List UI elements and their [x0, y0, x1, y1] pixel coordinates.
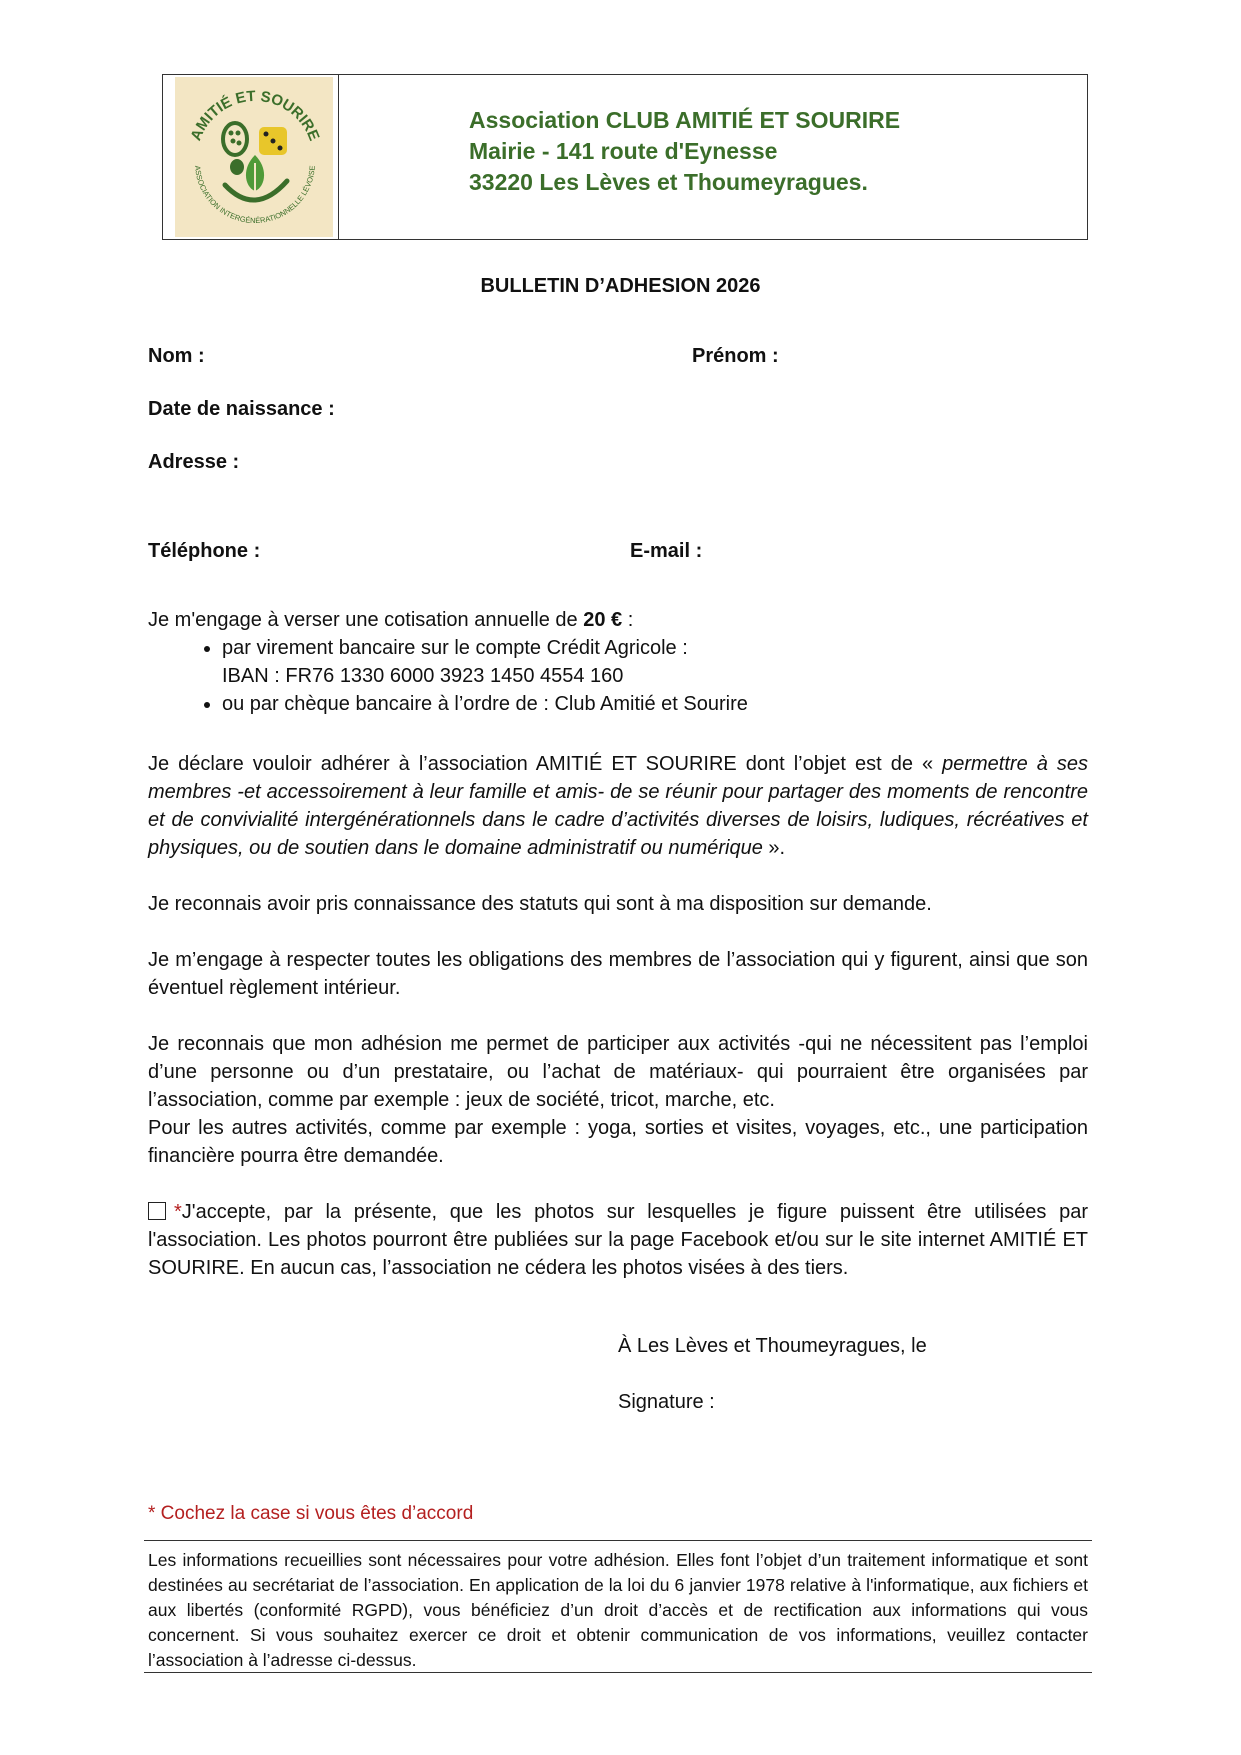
nom-label: Nom :	[148, 345, 205, 367]
email-label: E-mail :	[630, 540, 703, 562]
activites-paragraph	[148, 1030, 1088, 1170]
logo-title-text: AMITIÉ ET SOURIRE	[187, 87, 323, 144]
org-address-line-2: 33220 Les Lèves et Thoumeyragues.	[469, 169, 868, 195]
legal-top-rule	[144, 1540, 1092, 1541]
adresse-label: Adresse :	[148, 451, 240, 473]
payment-option-virement	[222, 634, 1022, 690]
obligations-paragraph: Je m’engage à respecter toutes les obligations des membres de l’association qui y figurent, ainsi que son éventuel règlement intérieur.	[148, 949, 1088, 999]
payment-options	[148, 634, 1022, 718]
org-name: Association CLUB AMITIÉ ET SOURIRE	[469, 107, 901, 133]
legal-notice: Les informations recueillies sont nécessaires pour votre adhésion. Elles font l’objet d’un traitement informatique et sont destinées au secrétariat de l’association. En application de la loi du 6 janvier 1978 relative à l'informatique, aux fichiers et aux libertés (conformité RGPD), vous bénéficiez d’un droit d’accès et de rectification aux informations qui vous concernent. Si vous souhaitez exercer ce droit et obtenir communication de vos informations, veuillez contacter l’association à l’adresse ci-dessus.	[148, 1550, 1088, 1670]
payment-option-cheque	[222, 690, 1022, 718]
organization-info	[469, 105, 900, 198]
association-logo	[175, 77, 333, 237]
photo-consent	[148, 1198, 1088, 1282]
org-address-line-1: Mairie - 141 route d'Eynesse	[469, 138, 778, 164]
cotisation-text: Je m'engage à verser une cotisation annuelle de	[148, 609, 584, 631]
footprint-icon	[223, 123, 247, 175]
prenom-label: Prénom :	[692, 345, 779, 367]
declaration-paragraph	[148, 750, 1088, 862]
telephone-label: Téléphone :	[148, 540, 261, 562]
dice-icon	[259, 127, 287, 155]
leaf-icon	[246, 155, 264, 199]
declaration-objet: permettre à ses membres -et accessoirement à leur famille et amis- de se réunir pour partager des moments de rencontre et de convivialité intergénérationnels dans le cadre d’activités diverses de loisirs, ludiques, récréatives et physiques, ou de soutien dans le domaine administratif ou numérique	[148, 753, 1088, 859]
legal-bottom-rule	[144, 1672, 1092, 1673]
cotisation-amount: 20 €	[583, 609, 623, 631]
date-naissance-label: Date de naissance :	[148, 398, 335, 420]
logo-graphic	[175, 77, 333, 237]
activites-text-2: Pour les autres activités, comme par exemple : yoga, sorties et visites, voyages, etc., une participation financière pourra être demandée.	[148, 1117, 1088, 1167]
signature-label: Signature :	[618, 1391, 715, 1413]
header-box	[162, 74, 1088, 240]
virement-text: par virement bancaire sur le compte Crédit Agricole :	[222, 637, 688, 659]
lieu-date: À Les Lèves et Thoumeyragues, le	[618, 1335, 927, 1357]
consent-asterisk: *	[174, 1201, 182, 1223]
cotisation-intro	[148, 606, 1088, 634]
footnote: * Cochez la case si vous êtes d’accord	[148, 1503, 474, 1524]
statuts-paragraph: Je reconnais avoir pris connaissance des statuts qui sont à ma disposition sur demande.	[148, 893, 932, 915]
declaration-outro: ».	[762, 837, 786, 859]
logo-cell	[163, 75, 339, 239]
photo-consent-text: J'accepte, par la présente, que les photos sur lesquelles je figure puissent être utilisées par l'association. Les photos pourront être publiées sur la page Facebook et/ou sur le site internet AMITIÉ ET SOURIRE. En aucun cas, l’association ne cédera les photos visées à des tiers.	[148, 1201, 1088, 1279]
cotisation-colon: :	[622, 609, 634, 631]
photo-consent-checkbox[interactable]	[148, 1202, 166, 1220]
page-title: BULLETIN D’ADHESION 2026	[480, 275, 761, 297]
declaration-intro: Je déclare vouloir adhérer à l’association AMITIÉ ET SOURIRE dont l’objet est de «	[148, 753, 943, 775]
cheque-text: ou par chèque bancaire à l’ordre de : Club Amitié et Sourire	[222, 693, 748, 715]
activites-text-1: Je reconnais que mon adhésion me permet de participer aux activités -qui ne nécessitent pas l’emploi d’une personne ou d’un prestataire, ou l’achat de matériaux- qui pourraient être organisées par l’association, comme par exemple : jeux de société, tricot, marche, etc.	[148, 1033, 1088, 1111]
iban-text: IBAN : FR76 1330 6000 3923 1450 4554 160	[222, 665, 624, 687]
logo-subtitle-text: ASSOCIATION INTERGÉNÉRATIONNELLE LÉVOISE	[193, 165, 317, 226]
